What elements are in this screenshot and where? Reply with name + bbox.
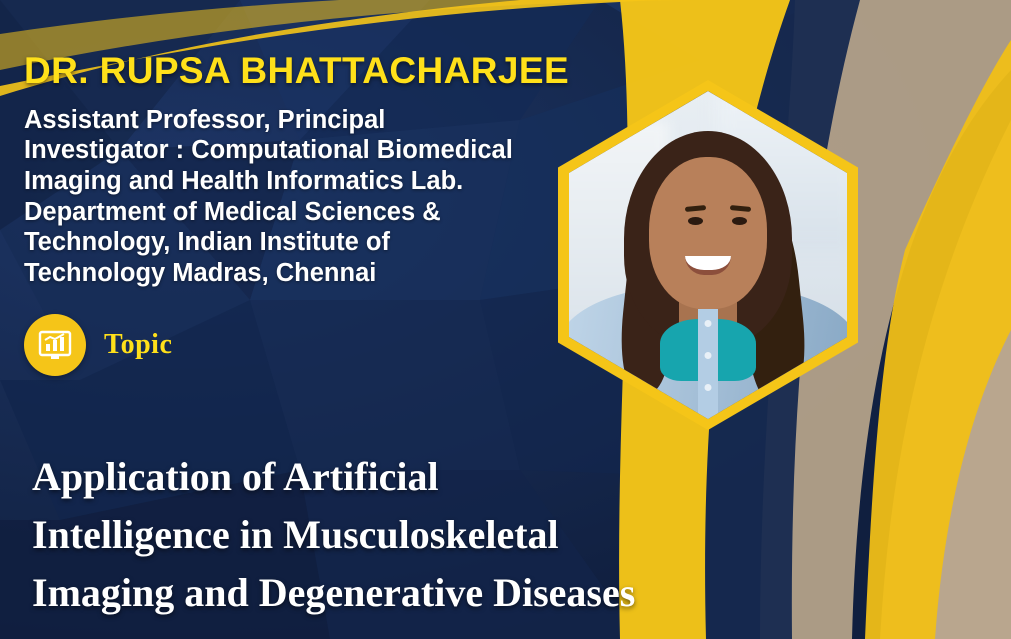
presentation-chart-icon <box>24 314 86 376</box>
talk-title <box>24 448 924 622</box>
talk-title-line-2: Intelligence in Musculoskeletal <box>32 512 559 557</box>
speaker-name: DR. RUPSA BHATTACHARJEE <box>24 50 570 91</box>
topic-label: Topic <box>104 329 173 361</box>
speaker-affiliation: Assistant Professor, Principal Investigator : Computational Biomedical Imaging and Health Informatics Lab. Department of Medical Sciences & Technology, Indian Institute of Technology Madras, Chennai <box>24 105 513 287</box>
talk-title-line-3: Imaging and Degenerative Diseases <box>32 570 636 615</box>
topic-row <box>24 314 620 376</box>
talk-title-line-1: Application of Artificial <box>32 454 439 499</box>
speaker-portrait-hexagon <box>558 80 858 430</box>
poster-text-column <box>0 0 620 376</box>
